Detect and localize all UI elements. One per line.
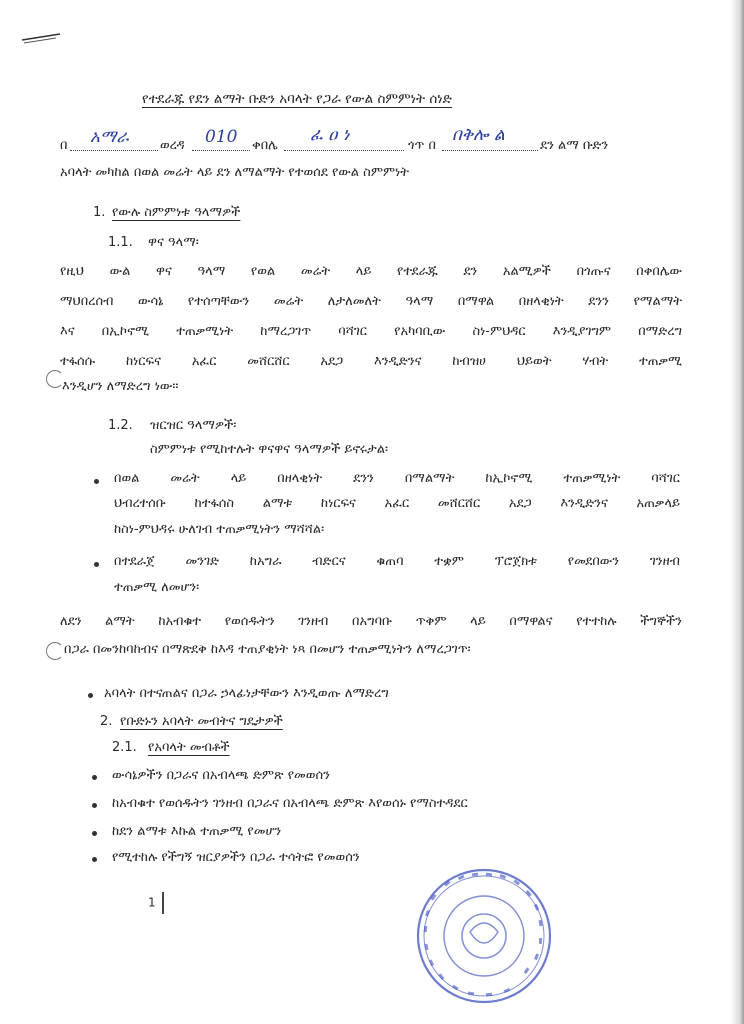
got-blank — [442, 150, 538, 151]
bullet-line: ተጠቃሚ ለመሆን፡ — [114, 580, 200, 595]
bullet-line: አባላት በተናጠልና በጋራ ኃላፊነታቸውን እንዲወጡ ለማድረግ — [104, 686, 389, 701]
rights-item: ከደን ልማቱ እኩል ተጠቃሚ የመሆን — [112, 824, 282, 839]
rights-item: ከአብቁተ የወሰዱትን ገንዘብ በጋራና በአብላጫ ድምጽ እየወሰኑ የማስተዳደር — [112, 796, 468, 811]
got-label: ጎጥ በ — [408, 138, 436, 153]
rights-item: የሚተከሉ የችግኝ ዝርያዎችን በጋራ ተሳትፎ የመወሰን — [112, 850, 360, 865]
paragraph-line: እንዲሆን ለማድረግ ነው፡፡ — [62, 379, 179, 394]
region-handwritten: አማራ — [90, 127, 129, 147]
bullet-line: በወል መሬት ላይ በዘላቂነት ደንን በማልማት ከኢኮኖሚ ተጠቃሚነት ባሻገር — [114, 471, 680, 486]
section1-sub2-intro: ስምምነቱ የሚከተሉት ዋናዋና ዓላማዎች ይኖሩታል፡ — [150, 442, 389, 457]
section1-number: 1. — [93, 205, 106, 220]
section2-number: 2. — [100, 714, 113, 729]
bullet-line: ከስነ-ምህዳሩ ሁለገብ ተጠቃሚነትን ማሻሻል፡ — [114, 522, 325, 537]
punch-hole-mark — [46, 642, 64, 660]
bullet-dot — [92, 831, 97, 836]
kebele-label: ቀበሌ — [252, 138, 278, 153]
woreda-blank — [192, 150, 250, 151]
official-stamp — [414, 866, 554, 1006]
paragraph-line: ተፋሰሱ ከነርፍና አፈር መሸርሸር አደጋ እንዲድንና ከብዝሀ ህይወት ሃብት ተጠቃሚ — [60, 354, 682, 369]
bullet-dot — [92, 775, 97, 780]
paragraph-line: የዚህ ውል ዋና ዓላማ የወል መሬት ላይ የተደራጁ ደን አልሚዎች በጎጡና በቀበሌው — [60, 264, 682, 279]
woreda-handwritten: 010 — [205, 127, 238, 147]
intro-line1-tail: ደን ልማ ቡድን — [540, 138, 609, 153]
section1-sub2-label: ዝርዝር ዓላማዎች፡ — [150, 418, 237, 433]
kebele-handwritten: ፈ ዐ ነ — [310, 125, 350, 145]
bullet-dot — [88, 693, 93, 698]
bullet-line: ህብረተሰቡ ከተፋሰስ ልማቱ ከነርፍና አፈር መሸርሸር አደጋ እንዲድንና አጠቃላይ — [114, 496, 680, 511]
got-handwritten: በቅሎ ል — [452, 125, 505, 145]
bullet-line: በተደራጀ መንገድ ከአግራ ብድርና ቁጠባ ተቋም ፕሮጀክቱ የመደበውን ገንዘብ — [114, 554, 680, 569]
bullet-dot — [94, 562, 99, 567]
paragraph-line: በጋራ በመንከባከብና በማጽደቅ ከእዳ ተጠያቂነት ነጻ በመሆን ተጠቃሚነትን ለማረጋገጥ፡ — [64, 642, 471, 657]
document-title: የተደራጁ የደን ልማት ቡድን አባላት የጋራ የውል ስምምነት ሰነድ — [142, 91, 453, 107]
section2-sub1-label: የአባላት መብቶች — [148, 740, 230, 755]
section1-heading: የውሉ ስምምነቱ ዓላማዎች — [112, 205, 241, 220]
page-number: 1 — [148, 895, 156, 910]
corner-scribble-mark — [20, 28, 62, 46]
page-mark — [148, 892, 164, 914]
section1-sub1-number: 1.1. — [108, 235, 133, 250]
paragraph-line: ለደን ልማት ከአብቁተ የወሰዱትን ገንዘብ በአግባቡ ጥቅም ላይ በማዋልና የተተከሉ ችግኞችን — [60, 614, 682, 629]
intro-line2: አባላት መካከል በወል መሬት ላይ ደን ለማልማት የተወሰደ የውል ስምምነት — [60, 165, 410, 180]
bullet-dot — [94, 479, 99, 484]
intro-prefix: በ — [60, 138, 68, 153]
bullet-dot — [92, 857, 97, 862]
section2-sub1-number: 2.1. — [112, 740, 137, 755]
woreda-label: ወረዳ — [160, 138, 185, 153]
paragraph-line: ማህበረሰብ ውሳኔ የተሰጣቸውን መሬት ለታለመለት ዓላማ በማዋል በዘላቂነት ደንን የማልማት — [60, 294, 682, 309]
bullet-dot — [92, 803, 97, 808]
rights-item: ውሳኔዎችን በጋራና በአብላጫ ድምጽ የመወሰን — [112, 768, 330, 783]
page-mark-stroke — [162, 892, 164, 914]
section1-sub1-label: ዋና ዓላማ፡ — [148, 235, 199, 250]
section2-heading: የቡድኑን አባላት መብትና ግዴታዎች — [120, 714, 283, 729]
scan-edge-shadow — [730, 0, 744, 1024]
paragraph-line: እና በኢኮኖሚ ተጠቃሚነት ከማረጋገጥ ባሻገር የአካባቢው ስነ-ምህዳር እንዲያገግም በማድረግ — [60, 324, 682, 339]
region-blank — [70, 150, 158, 151]
section1-sub2-number: 1.2. — [108, 418, 133, 433]
kebele-blank — [284, 150, 404, 151]
